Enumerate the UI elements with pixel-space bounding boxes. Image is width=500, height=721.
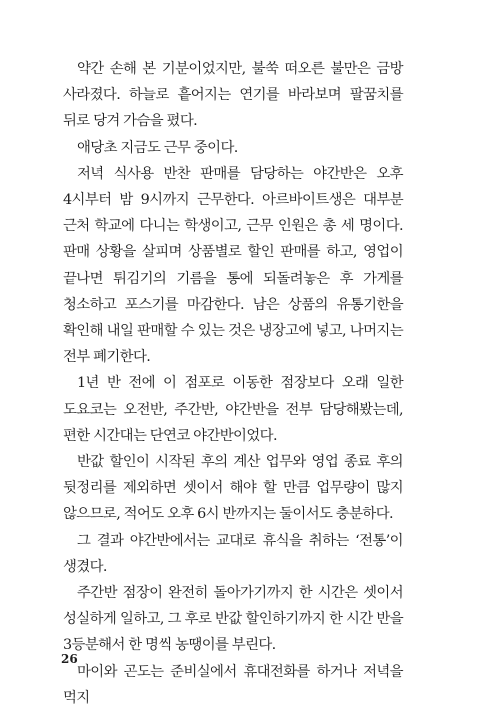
paragraph: 애당초 지금도 근무 중이다. (77, 139, 238, 156)
paragraph: 반값 할인이 시작된 후의 계산 업무와 영업 종료 후의 뒷정리를 제외하면 셋이서 해야 할 만큼 업무량이 많지 않으므로, 적어도 오후 6시 반까지는 둘이서도 충분하다. (63, 454, 403, 523)
body-text (63, 56, 403, 711)
paragraph: 약간 손해 본 기분이었지만, 불쑥 떠오른 불만은 금방 사라졌다. 하늘로 흩어지는 연기를 바라보며 팔꿈치를 뒤로 당겨 가슴을 폈다. (63, 61, 403, 130)
paragraph: 1년 반 전에 이 점포로 이동한 점장보다 오래 일한 도요코는 오전반, 주간반, 야간반을 전부 담당해봤는데, 편한 시간대는 단연코 야간반이었다. (63, 375, 404, 444)
paragraph: 그 결과 야간반에서는 교대로 휴식을 취하는 ‘전통’이 생겼다. (63, 532, 403, 575)
page-number: 26 (61, 652, 78, 666)
paragraph: 주간반 점장이 완전히 돌아가기까지 한 시간은 셋이서 성실하게 일하고, 그 후로 반값 할인하기까지 한 시간 반을 3등분해서 한 명씩 농땡이를 부린다. (63, 585, 403, 654)
paragraph: 마이와 곤도는 준비실에서 휴대전화를 하거나 저녁을 먹지 (63, 663, 403, 706)
paragraph: 저녁 식사용 반찬 판매를 담당하는 야간반은 오후 4시부터 밤 9시까지 근무한다. 아르바이트생은 대부분 근처 학교에 다니는 학생이고, 근무 인원은 총 세 명이다. 판매 상황을 살피며 상품별로 할인 판매를 하고, 영업이 끝나면 튀김기의 기름을 통에 되돌려놓은 후 가게를 청소하고 포스기를 마감한다. 남은 상품의 유통기한을 확인해 내일 판매할 수 있는 것은 냉장고에 넣고, 나머지는 전부 폐기한다. (63, 165, 403, 366)
